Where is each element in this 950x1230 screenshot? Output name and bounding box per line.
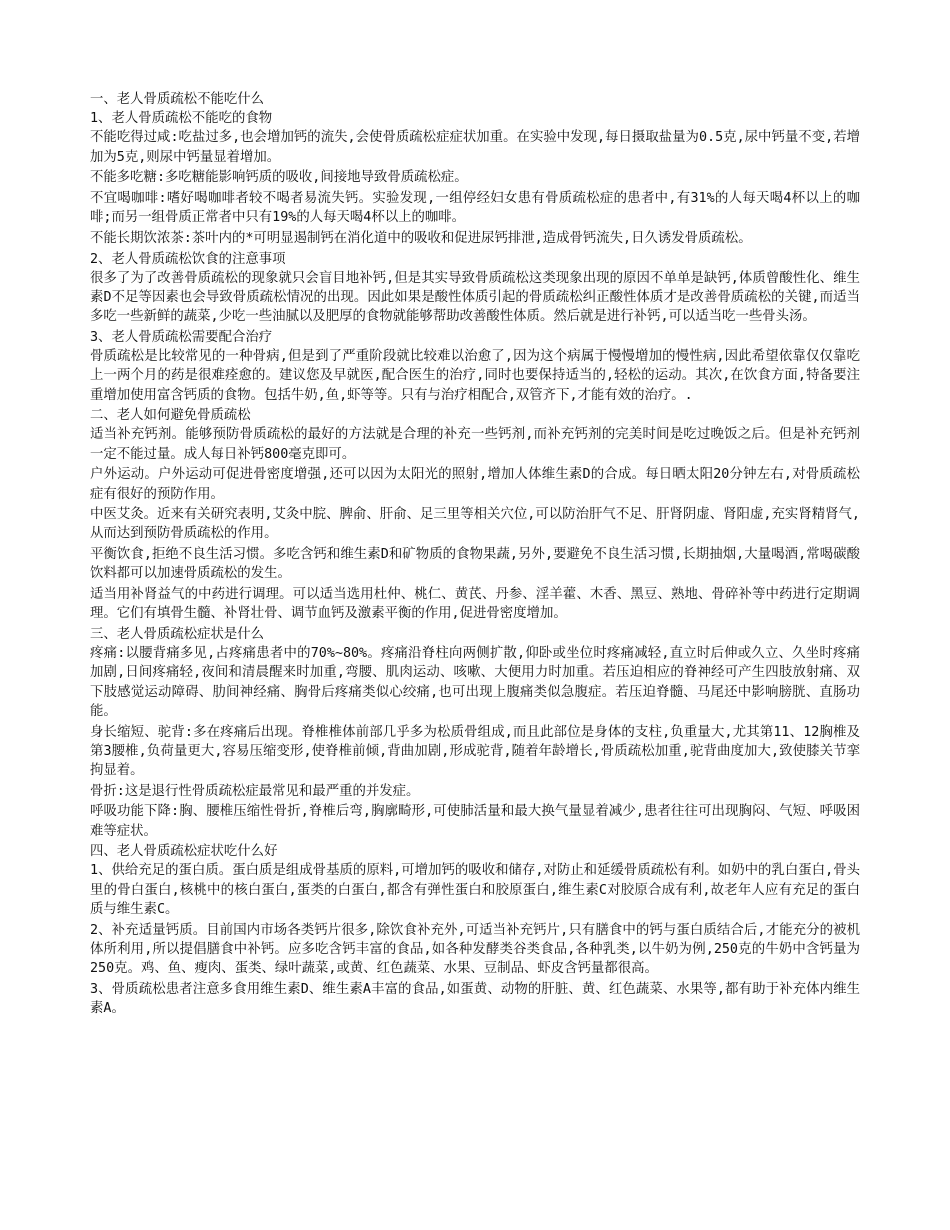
section-heading: 1、老人骨质疏松不能吃的食物 — [90, 111, 273, 127]
paragraph: 身长缩短、驼背:多在疼痛后出现。脊椎椎体前部几乎多为松质骨组成,而且此部位是身体的支柱,负重量大,尤其第11、12胸椎及第3腰椎,负荷量更大,容易压缩变形,使脊椎前倾,背曲加剧,形成驼背,随着年龄增长,骨质疏松加重,驼背曲度加大,致使膝关节挛拘显着。 — [90, 724, 860, 778]
section-heading: 三、老人骨质疏松症状是什么 — [90, 626, 265, 642]
paragraph: 2、补充适量钙质。目前国内市场各类钙片很多,除饮食补充外,可适当补充钙片,只有膳食中的钙与蛋白质结合后,才能充分的被机体所利用,所以提倡膳食中补钙。应多吃含钙丰富的食品,如各种发酵类谷类食品,各种乳类,以牛奶为例,250克的牛奶中含钙量为250克。鸡、鱼、瘦肉、蛋类、绿叶蔬菜,或黄、红色蔬菜、水果、豆制品、虾皮含钙量都很高。 — [90, 922, 860, 976]
paragraph: 不能吃得过咸:吃盐过多,也会增加钙的流失,会使骨质疏松症症状加重。在实验中发现,每日摄取盐量为0.5克,尿中钙量不变,若增加为5克,则尿中钙量显着增加。 — [90, 130, 860, 165]
paragraph: 3、骨质疏松患者注意多食用维生素D、维生素A丰富的食品,如蛋黄、动物的肝脏、黄、红色蔬菜、水果等,都有助于补充体内维生素A。 — [90, 981, 860, 1016]
paragraph: 不能多吃糖:多吃糖能影响钙质的吸收,间接地导致骨质疏松症。 — [90, 170, 468, 186]
section-heading: 3、老人骨质疏松需要配合治疗 — [90, 329, 273, 345]
paragraph: 1、供给充足的蛋白质。蛋白质是组成骨基质的原料,可增加钙的吸收和储存,对防止和延缓骨质疏松有利。如奶中的乳白蛋白,骨头里的骨白蛋白,核桃中的核白蛋白,蛋类的白蛋白,都含有弹性蛋白和胶原蛋白,维生素C对胶原合成有利,故老年人应有充足的蛋白质与维生素C。 — [90, 863, 860, 917]
section-heading: 二、老人如何避免骨质疏松 — [90, 408, 251, 424]
paragraph: 中医艾灸。近来有关研究表明,艾灸中脘、脾俞、肝俞、足三里等相关穴位,可以防治肝气不足、肝肾阴虚、肾阳虚,充实肾精肾气,从而达到预防骨质疏松的作用。 — [90, 507, 860, 542]
section-heading: 2、老人骨质疏松饮食的注意事项 — [90, 251, 286, 267]
paragraph: 疼痛:以腰背痛多见,占疼痛患者中的70%~80%。疼痛沿脊柱向两侧扩散,仰卧或坐位时疼痛减轻,直立时后伸或久立、久坐时疼痛加剧,日间疼痛轻,夜间和清晨醒来时加重,弯腰、肌肉运动、咳嗽、大便用力时加重。若压迫相应的脊神经可产生四肢放射痛、双下肢感觉运动障碍、肋间神经痛、胸骨后疼痛类似心绞痛,也可出现上腹痛类似急腹症。若压迫脊髓、马尾还中影响膀胱、直肠功能。 — [90, 646, 860, 719]
paragraph: 适当补充钙剂。能够预防骨质疏松的最好的方法就是合理的补充一些钙剂,而补充钙剂的完美时间是吃过晚饭之后。但是补充钙剂一定不能过量。成人每日补钙800毫克即可。 — [90, 427, 860, 462]
paragraph: 平衡饮食,拒绝不良生活习惯。多吃含钙和维生素D和矿物质的食物果蔬,另外,要避免不良生活习惯,长期抽烟,大量喝酒,常喝碳酸饮料都可以加速骨质疏松的发生。 — [90, 547, 860, 582]
paragraph: 不能长期饮浓茶:茶叶内的*可明显遏制钙在消化道中的吸收和促进尿钙排泄,造成骨钙流失,日久诱发骨质疏松。 — [90, 230, 752, 246]
paragraph: 不宜喝咖啡:嗜好喝咖啡者较不喝者易流失钙。实验发现,一组停经妇女患有骨质疏松症的患者中,有31%的人每天喝4杯以上的咖啡;而另一组骨质正常者中只有19%的人每天喝4杯以上的咖啡。 — [90, 191, 860, 226]
paragraph: 骨质疏松是比较常见的一种骨病,但是到了严重阶段就比较难以治愈了,因为这个病属于慢慢增加的慢性病,因此希望依靠仅仅靠吃上一两个月的药是很难痊愈的。建议您及早就医,配合医生的治疗,同时也要保持适当的,轻松的运动。其次,在饮食方面,特备要注重增加使用富含钙质的食物。包括牛奶,鱼,虾等等。只有与治疗相配合,双管齐下,才能有效的治疗。. — [90, 349, 860, 403]
document-body — [90, 90, 860, 1018]
paragraph: 骨折:这是退行性骨质疏松症最常见和最严重的并发症。 — [90, 783, 420, 799]
section-heading: 一、老人骨质疏松不能吃什么 — [90, 92, 265, 107]
paragraph: 户外运动。户外运动可促进骨密度增强,还可以因为太阳光的照射,增加人体维生素D的合成。每日晒太阳20分钟左右,对骨质疏松症有很好的预防作用。 — [90, 467, 860, 502]
paragraph: 呼吸功能下降:胸、腰椎压缩性骨折,脊椎后弯,胸廓畸形,可使肺活量和最大换气量显着减少,患者往往可出现胸闷、气短、呼吸困难等症状。 — [90, 804, 860, 839]
paragraph: 适当用补肾益气的中药进行调理。可以适当选用杜仲、桃仁、黄芪、丹参、淫羊藿、木香、黑豆、熟地、骨碎补等中药进行定期调理。它们有填骨生髓、补肾壮骨、调节血钙及激素平衡的作用,促进骨密度增加。 — [90, 587, 860, 622]
paragraph: 很多了为了改善骨质疏松的现象就只会盲目地补钙,但是其实导致骨质疏松这类现象出现的原因不单单是缺钙,体质曾酸性化、维生素D不足等因素也会导致骨质疏松情况的出现。因此如果是酸性体质引起的骨质疏松纠正酸性体质才是改善骨质疏松的关键,而适当多吃一些新鲜的蔬菜,少吃一些油腻以及肥厚的食物就能够帮助改善酸性体质。然后就是进行补钙,可以适当吃一些骨头汤。 — [90, 270, 860, 325]
section-heading: 四、老人骨质疏松症状吃什么好 — [90, 844, 278, 860]
